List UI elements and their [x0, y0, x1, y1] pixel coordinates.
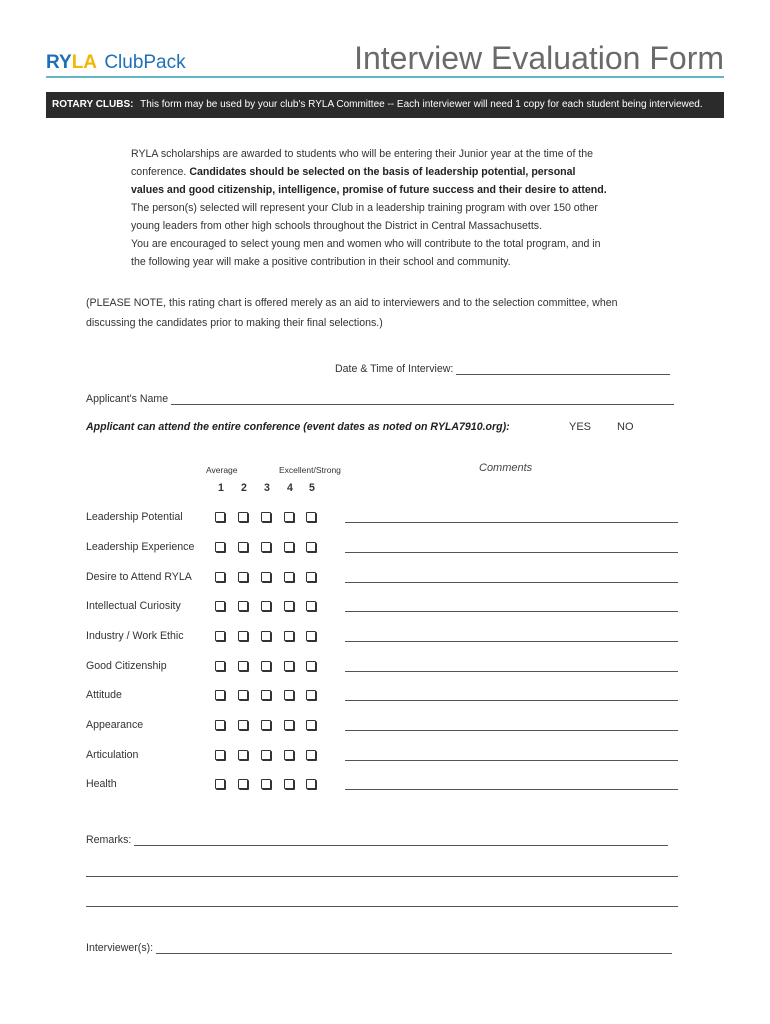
scale-number: 3 — [264, 482, 270, 494]
logo-la: LA — [71, 52, 98, 73]
intro-line — [131, 163, 651, 181]
comment-line[interactable] — [345, 700, 678, 701]
criterion-label: Intellectual Curiosity — [86, 600, 181, 612]
intro-emphasis: Candidates should be selected on the basis of leadership potential, personal — [189, 166, 576, 178]
comment-line[interactable] — [345, 760, 678, 761]
applicant-name-label: Applicant's Name — [86, 393, 169, 405]
comment-line[interactable] — [345, 552, 678, 553]
criterion-label: Articulation — [86, 749, 139, 761]
rating-checkbox-2[interactable] — [238, 750, 248, 760]
rating-checkbox-3[interactable] — [261, 572, 271, 582]
comment-line[interactable] — [345, 730, 678, 731]
rating-checkbox-1[interactable] — [215, 542, 225, 552]
criterion-label: Desire to Attend RYLA — [86, 571, 192, 583]
rating-checkbox-1[interactable] — [215, 512, 225, 522]
rating-checkbox-3[interactable] — [261, 542, 271, 552]
remarks-row — [86, 834, 668, 846]
scale-number: 1 — [218, 482, 224, 494]
intro-line: The person(s) selected will represent your Club in a leadership training program with over 150 other — [131, 202, 598, 214]
logo-ry: RY — [46, 52, 72, 73]
rating-checkbox-1[interactable] — [215, 750, 225, 760]
criterion-label: Leadership Experience — [86, 541, 195, 553]
rating-checkbox-4[interactable] — [284, 750, 294, 760]
applicant-name-field[interactable] — [171, 393, 674, 405]
rating-checkbox-3[interactable] — [261, 750, 271, 760]
page-title: Interview Evaluation Form — [354, 40, 724, 76]
intro-line: RYLA scholarships are awarded to students who will be entering their Junior year at the time of the — [131, 148, 594, 160]
rating-checkbox-2[interactable] — [238, 542, 248, 552]
rating-checkbox-3[interactable] — [261, 690, 271, 700]
rating-note — [86, 293, 686, 333]
interview-date-row — [335, 363, 670, 375]
comment-line[interactable] — [345, 522, 678, 523]
comment-line[interactable] — [345, 789, 678, 790]
scale-high-label: Excellent/Strong — [279, 465, 341, 475]
interviewer-label: Interviewer(s): — [86, 942, 154, 954]
rating-checkbox-2[interactable] — [238, 720, 248, 730]
rating-checkbox-1[interactable] — [215, 661, 225, 671]
yes-option[interactable]: YES — [569, 421, 592, 433]
remarks-line[interactable] — [86, 876, 678, 877]
note-line: discussing the candidates prior to making their final selections.) — [86, 317, 383, 329]
applicant-name-row — [86, 393, 674, 405]
rating-checkbox-5[interactable] — [306, 601, 316, 611]
rating-checkbox-4[interactable] — [284, 512, 294, 522]
rating-checkbox-2[interactable] — [238, 572, 248, 582]
intro-emphasis: values and good citizenship, intelligence, promise of future success and their desire to attend. — [131, 184, 607, 196]
logo-suffix: ClubPack — [104, 52, 186, 73]
remarks-label: Remarks: — [86, 834, 132, 846]
criterion-label: Industry / Work Ethic — [86, 630, 184, 642]
rating-checkbox-3[interactable] — [261, 661, 271, 671]
header-divider — [46, 76, 724, 78]
rating-checkbox-4[interactable] — [284, 631, 294, 641]
intro-line: the following year will make a positive contribution in their school and community. — [131, 256, 511, 268]
scale-number: 4 — [287, 482, 293, 494]
rating-checkbox-2[interactable] — [238, 690, 248, 700]
rating-checkbox-3[interactable] — [261, 601, 271, 611]
rating-checkbox-4[interactable] — [284, 542, 294, 552]
intro-line: young leaders from other high schools throughout the District in Central Massachusetts. — [131, 220, 543, 232]
scale-number: 2 — [241, 482, 247, 494]
rating-checkbox-4[interactable] — [284, 690, 294, 700]
intro-paragraph — [131, 145, 651, 271]
interviewer-field[interactable] — [156, 942, 672, 954]
rating-checkbox-4[interactable] — [284, 661, 294, 671]
rating-checkbox-3[interactable] — [261, 720, 271, 730]
rating-checkbox-4[interactable] — [284, 720, 294, 730]
scale-low-label: Average — [206, 465, 238, 475]
rating-checkbox-4[interactable] — [284, 779, 294, 789]
criterion-label: Appearance — [86, 719, 144, 731]
ryla-clubpack-logo — [46, 52, 186, 74]
rating-checkbox-2[interactable] — [238, 512, 248, 522]
remarks-field[interactable] — [134, 834, 668, 846]
rating-checkbox-5[interactable] — [306, 572, 316, 582]
rating-checkbox-2[interactable] — [238, 601, 248, 611]
comment-line[interactable] — [345, 671, 678, 672]
scale-number: 5 — [309, 482, 315, 494]
rating-checkbox-5[interactable] — [306, 750, 316, 760]
banner-label: ROTARY CLUBS: — [52, 99, 134, 110]
rating-checkbox-5[interactable] — [306, 631, 316, 641]
date-label: Date & Time of Interview: — [335, 363, 454, 375]
rating-checkbox-4[interactable] — [284, 601, 294, 611]
rating-checkbox-5[interactable] — [306, 779, 316, 789]
intro-line — [131, 181, 651, 199]
remarks-line[interactable] — [86, 906, 678, 907]
rating-checkbox-2[interactable] — [238, 661, 248, 671]
criterion-label: Health — [86, 778, 117, 790]
rating-checkbox-1[interactable] — [215, 720, 225, 730]
comments-heading: Comments — [479, 462, 533, 474]
comment-line[interactable] — [345, 582, 678, 583]
rating-checkbox-2[interactable] — [238, 779, 248, 789]
rating-checkbox-5[interactable] — [306, 720, 316, 730]
rating-checkbox-5[interactable] — [306, 512, 316, 522]
rating-checkbox-2[interactable] — [238, 631, 248, 641]
rating-checkbox-1[interactable] — [215, 631, 225, 641]
comment-line[interactable] — [345, 641, 678, 642]
rating-checkbox-5[interactable] — [306, 542, 316, 552]
interviewer-row — [86, 942, 672, 954]
intro-line: You are encouraged to select young men and women who will contribute to the total program, and in — [131, 238, 601, 250]
criterion-label: Good Citizenship — [86, 660, 167, 672]
rating-checkbox-5[interactable] — [306, 661, 316, 671]
rating-checkbox-1[interactable] — [215, 601, 225, 611]
rating-checkbox-1[interactable] — [215, 572, 225, 582]
banner-text: This form may be used by your club's RYLA Committee -- Each interviewer will need 1 copy for each student being interviewed. — [140, 99, 703, 110]
note-line: (PLEASE NOTE, this rating chart is offered merely as an aid to interviewers and to the selection committee, when — [86, 297, 618, 309]
intro-text: conference. — [131, 166, 190, 178]
rating-checkbox-4[interactable] — [284, 572, 294, 582]
rating-checkbox-1[interactable] — [215, 779, 225, 789]
date-field[interactable] — [456, 363, 670, 375]
instructions-banner — [46, 92, 724, 118]
criterion-label: Attitude — [86, 689, 122, 701]
rating-checkbox-3[interactable] — [261, 512, 271, 522]
comment-line[interactable] — [345, 611, 678, 612]
rating-checkbox-3[interactable] — [261, 631, 271, 641]
rating-checkbox-3[interactable] — [261, 779, 271, 789]
attendance-question: Applicant can attend the entire conference (event dates as noted on RYLA7910.org): — [86, 421, 510, 433]
criterion-label: Leadership Potential — [86, 511, 183, 523]
rating-checkbox-1[interactable] — [215, 690, 225, 700]
rating-checkbox-5[interactable] — [306, 690, 316, 700]
no-option[interactable]: NO — [617, 421, 634, 433]
